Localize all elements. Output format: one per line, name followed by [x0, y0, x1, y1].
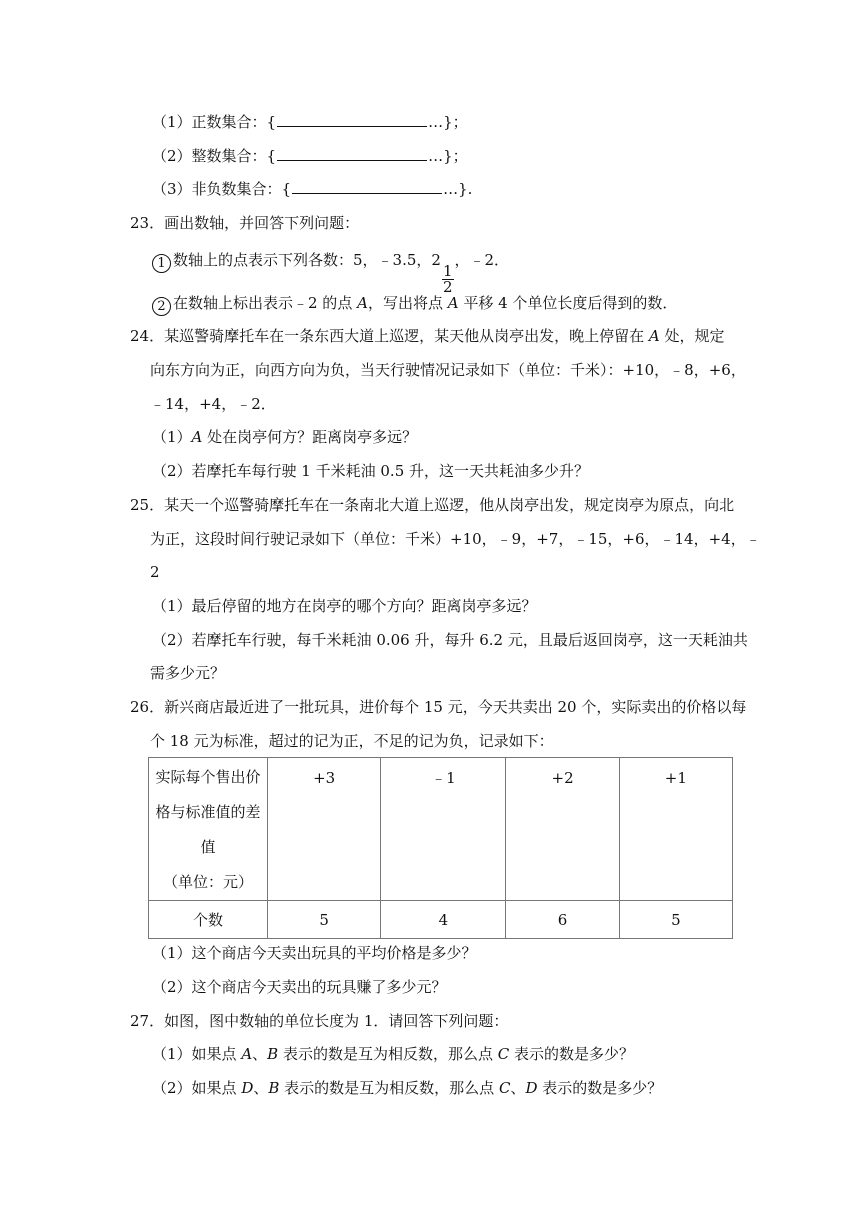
answer-blank	[277, 113, 427, 127]
table-row	[149, 758, 733, 901]
q27-sub-2: （2）如果点 D、B 表示的数是互为相反数，那么点 C、D 表示的数是多少？	[152, 1079, 663, 1097]
q26-line-2: 个 18 元为标准，超过的记为正，不足的记为负，记录如下：	[150, 732, 554, 750]
q23-item-1: 1 数轴上的点表示下列各数：5，﹣3.5，2 $\frac{1}{2}$ ，﹣2．	[152, 249, 509, 295]
q25-line-1: 25．某天一个巡警骑摩托车在一条南北大道上巡逻，他从岗亭出发，规定岗亭为原点，向北	[130, 496, 735, 514]
answer-blank	[277, 147, 427, 161]
table-cell: +2	[506, 758, 619, 901]
q24-line-1: 24．某巡警骑摩托车在一条东西大道上巡逻，某天他从岗亭出发，晚上停留在 A 处，规定	[130, 327, 725, 345]
circled-number: 2	[152, 297, 171, 316]
q24-line-2: 向东方向为正，向西方向为负，当天行驶情况记录如下（单位：千米）：+10，﹣8，+6，	[150, 361, 746, 379]
q24-sub-2: （2）若摩托车每行驶 1 千米耗油 0.5 升，这一天共耗油多少升？	[152, 462, 590, 480]
table-cell: +1	[619, 758, 732, 901]
q24-line-3: ﹣14，+4，﹣2．	[150, 395, 276, 413]
table-header-cell: 实际每个售出价 格与标准值的差 值 （单位：元）	[149, 758, 268, 901]
q25-line-3: 2	[150, 563, 160, 581]
q27-sub-1: （1）如果点 A、B 表示的数是互为相反数，那么点 C 表示的数是多少？	[152, 1045, 635, 1063]
table-row	[149, 901, 733, 939]
table-cell: 5	[268, 901, 381, 939]
answer-blank	[292, 180, 442, 194]
q23-item-2: 2 在数轴上标出表示﹣2 的点 A，写出将点 A 平移 4 个单位长度后得到的数．	[152, 292, 677, 316]
q25-sub-2a: （2）若摩托车行驶，每千米耗油 0.06 升，每升 6.2 元，且最后返回岗亭，这一天耗油共	[152, 631, 748, 649]
q26-sub-2: （2）这个商店今天卖出的玩具赚了多少元？	[152, 978, 447, 996]
q25-sub-2b: 需多少元？	[150, 664, 226, 682]
q23-title: 23．画出数轴，并回答下列问题：	[130, 214, 360, 232]
q27-title: 27．如图，图中数轴的单位长度为 1．请回答下列问题：	[130, 1012, 509, 1030]
table-cell: 5	[619, 901, 732, 939]
table-cell: ﹣1	[381, 758, 506, 901]
table-cell: 4	[381, 901, 506, 939]
q26-sub-1: （1）这个商店今天卖出玩具的平均价格是多少？	[152, 944, 477, 962]
q22-item-nonnegative: （3）非负数集合：{ …}.	[152, 180, 473, 198]
table-cell: +3	[268, 758, 381, 901]
q25-line-2: 为正，这段时间行驶记录如下（单位：千米）+10，﹣9，+7，﹣15，+6，﹣14，+4，﹣	[150, 530, 761, 548]
table-cell: 6	[506, 901, 619, 939]
table-header-cell: 个数	[149, 901, 268, 939]
q26-line-1: 26．新兴商店最近进了一批玩具，进价每个 15 元，今天共卖出 20 个，实际卖出的价格以每	[130, 698, 747, 716]
q25-sub-1: （1）最后停留的地方在岗亭的哪个方向？距离岗亭多远？	[152, 597, 537, 615]
q22-item-positive: （1）正数集合：{ …}；	[152, 113, 468, 131]
q22-item-integer: （2）整数集合：{ …}；	[152, 147, 468, 165]
circled-number: 1	[152, 254, 171, 273]
fraction: $\frac{1}{2}$	[442, 262, 453, 296]
q24-sub-1: （1）A 处在岗亭何方？距离岗亭多远？	[152, 428, 418, 446]
price-diff-table	[148, 757, 733, 939]
